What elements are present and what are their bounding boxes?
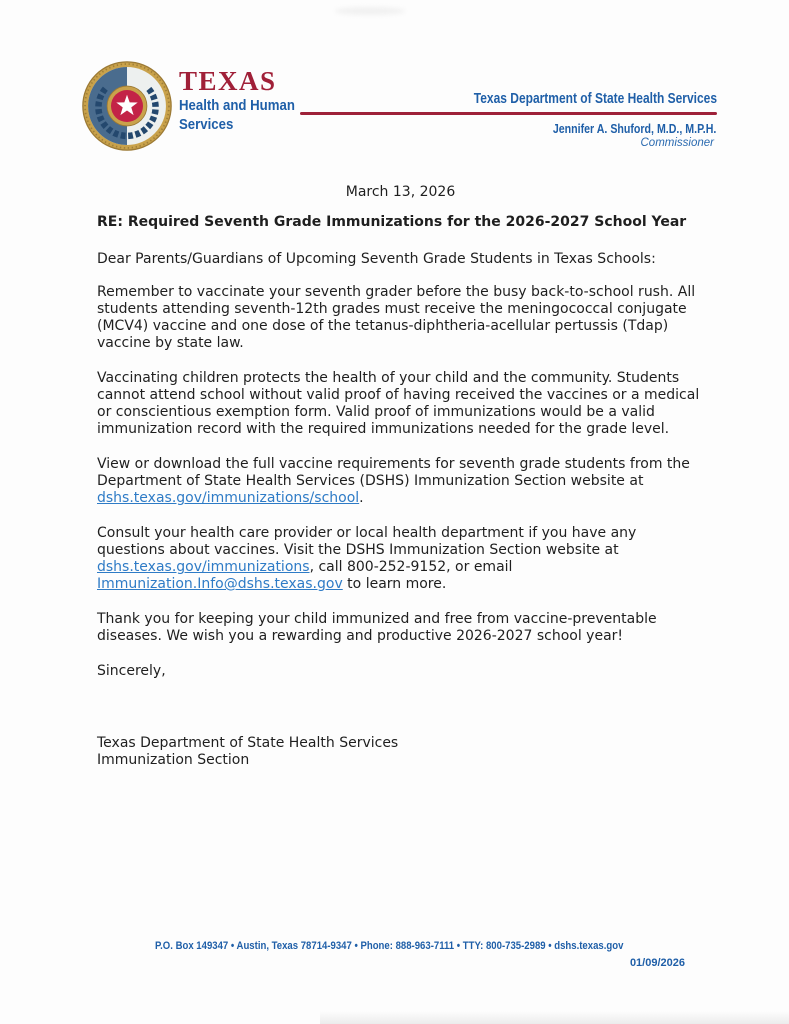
letter-subject: RE: Required Seventh Grade Immunizations for the 2026-2027 School Year [97,214,687,230]
hyperlink[interactable]: dshs.texas.gov/immunizations/school [97,490,360,506]
agency-wordmark [179,66,311,134]
signature-block [97,735,704,769]
letter-body [97,184,704,769]
paragraph [97,525,704,593]
hyperlink[interactable]: Immunization.Info@dshs.texas.gov [97,576,343,592]
footer-revision-date: 01/09/2026 [629,957,685,969]
paragraph-text: Remember to vaccinate your seventh grader before the busy back-to-school rush. All students attending seventh-12th grades must receive the meningococcal conjugate (MCV4) vaccine and one dose of the tetanus-diphtheria-acellular pertussis (Tdap) vaccine by state law. [97,284,696,351]
paragraph-text: Vaccinating children protects the health of your child and the community. Students cannot attend school without valid proof of having received the vaccines or a medical or conscientious exemption form. Valid proof of immunizations would be a valid immunization record with the required immunizations needed for the grade level. [97,370,700,437]
paragraph [97,370,704,438]
footer-contact-line: P.O. Box 149347 • Austin, Texas 78714-9347 • Phone: 888-963-7111 • TTY: 800-735-2989 • dshs.texas.gov [155,940,624,952]
letter-closing: Sincerely, [97,663,166,679]
commissioner-title: Commissioner [640,137,714,149]
wordmark-health-human: Health and Human [179,97,295,114]
letter-paragraphs [97,284,704,645]
signature-org: Texas Department of State Health Services [97,735,399,751]
paragraph-text: Consult your health care provider or local health department if you have any questions about vaccines. Visit the DSHS Immunization Section website at [97,525,637,558]
scan-artifact-bottom [320,1009,789,1024]
paragraph [97,456,704,507]
letter-date: March 13, 2026 [345,184,456,200]
paragraph-text: View or download the full vaccine requirements for seventh grade students from the Department of State Health Services (DSHS) Immunization Section website at [97,456,690,489]
letter-salutation: Dear Parents/Guardians of Upcoming Seventh Grade Students in Texas Schools: [97,251,656,267]
paragraph-text: , call 800-252-9152, or email [309,559,513,575]
scan-artifact-top [335,7,405,15]
hyperlink[interactable]: dshs.texas.gov/immunizations [97,559,310,575]
header-divider-rule [300,112,717,115]
texas-hhs-seal-icon [82,60,172,152]
paragraph-text: Thank you for keeping your child immunized and free from vaccine-preventable diseases. We wish you a rewarding and productive 2026-2027 school year! [97,611,657,644]
department-title: Texas Department of State Health Services [473,90,717,107]
paragraph [97,284,704,352]
signature-section: Immunization Section [97,752,250,768]
paragraph-text: . [359,490,364,506]
paragraph [97,611,704,645]
wordmark-services: Services [179,116,234,133]
wordmark-texas: TEXAS [179,66,277,96]
paragraph-text: to learn more. [342,576,447,592]
commissioner-name: Jennifer A. Shuford, M.D., M.P.H. [552,122,716,136]
